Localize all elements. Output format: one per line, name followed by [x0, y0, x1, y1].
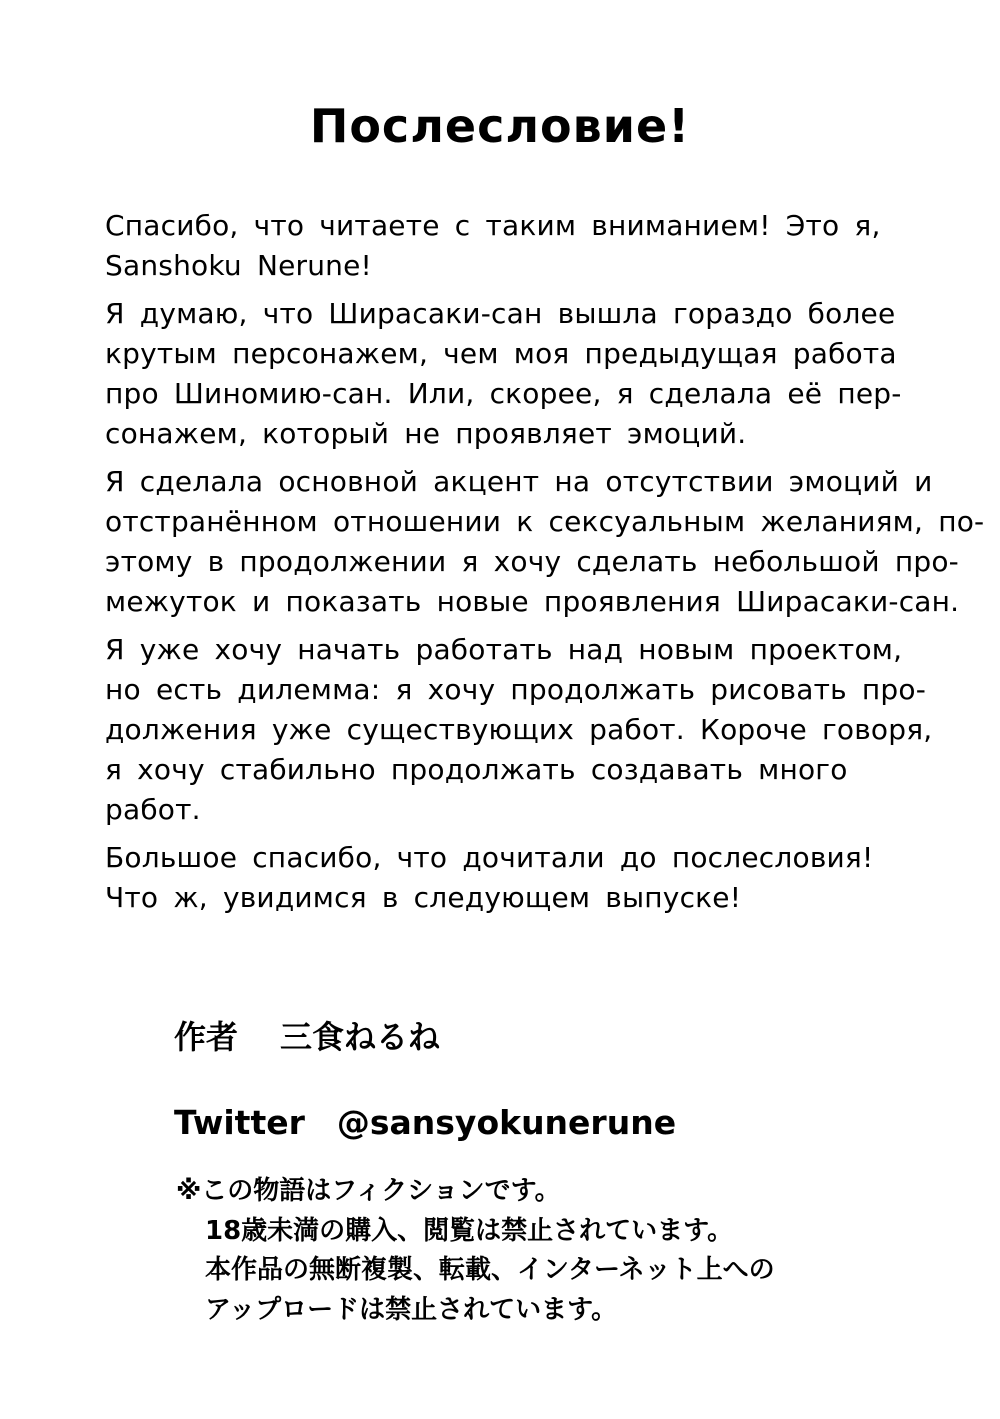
- paragraph-line: Я сделала основной акцент на отсутствии эмоций и: [105, 465, 933, 498]
- paragraph-line: Я думаю, что Ширасаки-сан вышла гораздо более: [105, 297, 896, 330]
- disclaimer-line: 本作品の無断複製、転載、インターネット上への: [205, 1255, 775, 1285]
- paragraph: [105, 206, 917, 286]
- paragraph-line: я хочу стабильно продолжать создавать много: [105, 753, 848, 786]
- paragraph-line: отстранённом отношении к сексуальным желаниям, по-: [105, 505, 985, 538]
- paragraph-line: Я уже хочу начать работать над новым проектом,: [105, 633, 903, 666]
- twitter-line: [174, 1103, 676, 1142]
- author-label: 作者: [174, 1018, 239, 1056]
- disclaimer-line: アップロードは禁止されています。: [205, 1294, 618, 1325]
- author-name: 三食ねるね: [280, 1018, 441, 1056]
- credits-block: [174, 1012, 676, 1142]
- paragraph-line: Спасибо, что читаете с таким вниманием! Это я,: [105, 209, 881, 242]
- twitter-label: Twitter: [174, 1103, 305, 1142]
- page-title: Послесловие!: [309, 99, 691, 153]
- paragraph-line: сонажем, который не проявляет эмоций.: [105, 417, 747, 450]
- paragraph-line: Большое спасибо, что дочитали до послесловия!: [105, 841, 874, 874]
- disclaimer-block: [176, 1172, 775, 1330]
- paragraph-line: этому в продолжении я хочу сделать небольшой про-: [105, 545, 959, 578]
- paragraph-line: Что ж, увидимся в следующем выпуске!: [105, 881, 742, 914]
- paragraph: [105, 462, 985, 622]
- paragraph-line: про Шиномию-сан. Или, скорее, я сделала её пер-: [105, 377, 902, 410]
- paragraph-line: должения уже существующих работ. Короче говоря,: [105, 713, 933, 746]
- author-line: [174, 1012, 676, 1058]
- disclaimer-line-fiction-notice: ※この物語はフィクションです。: [176, 1176, 561, 1206]
- paragraph-line: крутым персонажем, чем моя предыдущая работа: [105, 337, 897, 370]
- paragraph-line: но есть дилемма: я хочу продолжать рисовать про-: [105, 673, 927, 706]
- paragraph-line: работ.: [105, 793, 201, 826]
- twitter-handle: @sansyokunerune: [336, 1103, 677, 1142]
- paragraph: [105, 294, 917, 454]
- paragraph-line: Sanshoku Nerune!: [105, 249, 372, 282]
- paragraph: [105, 630, 933, 830]
- paragraph-line: межуток и показать новые проявления Ширасаки-сан.: [105, 585, 960, 618]
- afterword-body-text: [105, 206, 985, 926]
- disclaimer-line: 18歳未満の購入、閲覧は禁止されています。: [205, 1215, 734, 1246]
- paragraph: [105, 838, 917, 918]
